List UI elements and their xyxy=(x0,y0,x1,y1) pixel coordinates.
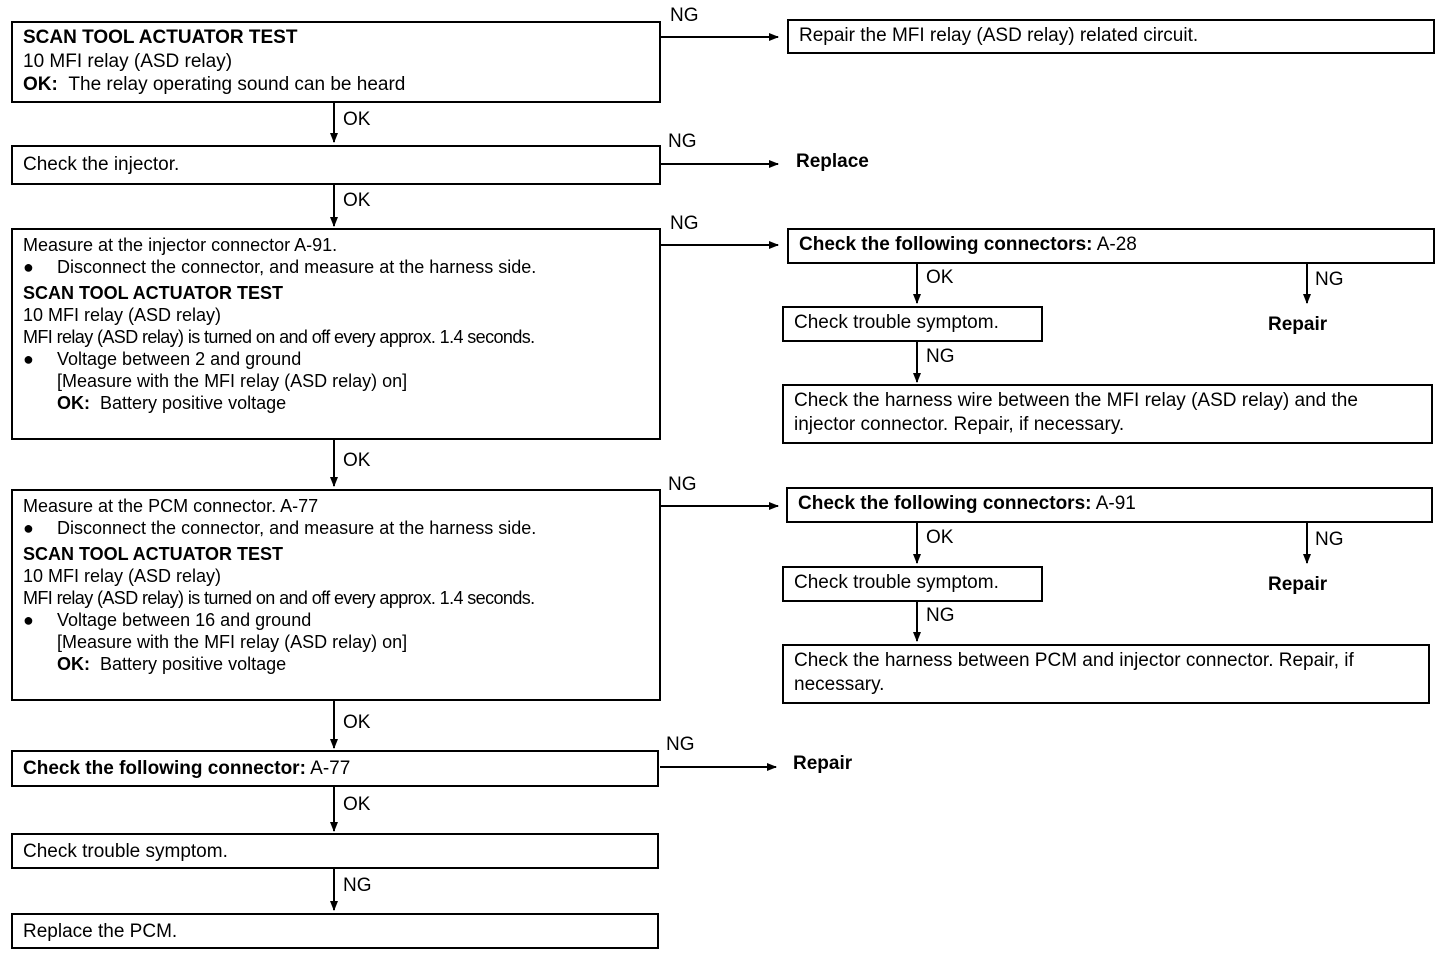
step2-ng-label: NG xyxy=(668,131,697,152)
step1-title: SCAN TOOL ACTUATOR TEST xyxy=(23,27,298,48)
step3-line1: Measure at the injector connector A-91. xyxy=(23,235,338,255)
step4-ok-label-arrow: OK xyxy=(343,712,371,733)
step3-trouble-text: Check trouble symptom. xyxy=(794,312,999,333)
a91-ng-label: NG xyxy=(1315,529,1344,550)
step3-line2: Disconnect the connector, and measure at the harness side. xyxy=(57,257,537,277)
step4-line6: [Measure with the MFI relay (ASD relay) on] xyxy=(57,632,408,652)
step1-ok-label-arrow: OK xyxy=(343,109,371,130)
step4-line5: Voltage between 16 and ground xyxy=(57,610,312,630)
step4-title: SCAN TOOL ACTUATOR TEST xyxy=(23,544,284,564)
step5-ng-label: NG xyxy=(666,734,695,755)
step1-ng-label: NG xyxy=(670,5,699,26)
step1-ok-label: OK: xyxy=(23,74,58,95)
step4-harness-text: Check the harness between PCM and injector connector. Repair, if necessary. xyxy=(794,650,1354,695)
step4-box xyxy=(11,489,661,701)
step3-ng-check-label: Check the following connectors: xyxy=(799,234,1093,255)
step3-ng-check-box xyxy=(787,228,1435,264)
step5-check-label: Check the following connector: xyxy=(23,758,306,779)
a91-ok-label: OK xyxy=(926,527,954,548)
step3-ng-label: NG xyxy=(670,213,699,234)
step4-line4: MFI relay (ASD relay) is turned on and off every approx. 1.4 seconds. xyxy=(23,588,535,608)
step1-ng-action-box xyxy=(787,19,1435,54)
step3-bullet-2: ● xyxy=(23,349,34,369)
step3-line4: MFI relay (ASD relay) is turned on and off every approx. 1.4 seconds. xyxy=(23,327,535,347)
step4-ng-check-box xyxy=(786,487,1433,523)
step5-ng-action: Repair xyxy=(793,753,853,774)
step3-line6: [Measure with the MFI relay (ASD relay) on] xyxy=(57,371,408,391)
a28-ok-label: OK xyxy=(926,267,954,288)
step4-ng-label: NG xyxy=(668,474,697,495)
step3-ok-text: Battery positive voltage xyxy=(100,393,287,413)
step4-repair: Repair xyxy=(1268,574,1328,595)
a28-ng-label: NG xyxy=(1315,269,1344,290)
step4-line1: Measure at the PCM connector. A-77 xyxy=(23,496,319,516)
step2-ng-action: Replace xyxy=(796,151,869,172)
step3-harness-text: Check the harness wire between the MFI relay (ASD relay) and the injector connector. Repair, if necessary. xyxy=(794,390,1358,435)
step3-ok-label-arrow: OK xyxy=(343,450,371,471)
step2-text: Check the injector. xyxy=(23,154,180,175)
step3-line3: 10 MFI relay (ASD relay) xyxy=(23,305,222,325)
step7-text: Replace the PCM. xyxy=(23,921,178,942)
step4-trouble-box xyxy=(782,566,1043,602)
step1-ok-text: The relay operating sound can be heard xyxy=(68,74,406,95)
step2-ok-label-arrow: OK xyxy=(343,190,371,211)
step3-harness-box xyxy=(782,384,1433,444)
step3-bullet-1: ● xyxy=(23,257,34,277)
step4-ng-check-label: Check the following connectors: xyxy=(798,493,1092,514)
step1-line1: 10 MFI relay (ASD relay) xyxy=(23,50,233,72)
step1-ng-action: Repair the MFI relay (ASD relay) related circuit. xyxy=(799,25,1199,46)
step3-trouble-box xyxy=(782,306,1043,342)
step4-ng-check-value: A-91 xyxy=(1095,493,1136,514)
step6-text: Check trouble symptom. xyxy=(23,841,228,862)
step4-line3: 10 MFI relay (ASD relay) xyxy=(23,566,222,586)
step5-check-value: A-77 xyxy=(310,758,351,779)
step7-box xyxy=(11,913,659,949)
step4-trouble-text: Check trouble symptom. xyxy=(794,572,999,593)
step3-box xyxy=(11,228,661,440)
step3-line5: Voltage between 2 and ground xyxy=(57,349,302,369)
step3-ng-check-value: A-28 xyxy=(1096,234,1137,255)
step2-box xyxy=(11,145,661,185)
step4-harness-box xyxy=(782,644,1430,704)
step5-ok-label-arrow: OK xyxy=(343,794,371,815)
step3-repair: Repair xyxy=(1268,314,1328,335)
step4-ok-text: Battery positive voltage xyxy=(100,654,287,674)
step3-ok-label: OK: xyxy=(57,393,90,413)
step5-box xyxy=(11,750,659,787)
step4-line2: Disconnect the connector, and measure at the harness side. xyxy=(57,518,537,538)
trouble2-ng-label: NG xyxy=(926,605,955,626)
step4-ok-label: OK: xyxy=(57,654,90,674)
step4-bullet-1: ● xyxy=(23,518,34,538)
trouble1-ng-label: NG xyxy=(926,346,955,367)
step4-bullet-2: ● xyxy=(23,610,34,630)
step3-title: SCAN TOOL ACTUATOR TEST xyxy=(23,283,284,303)
step6-ng-label: NG xyxy=(343,875,372,896)
step6-box xyxy=(11,833,659,869)
step1-box xyxy=(11,21,661,103)
